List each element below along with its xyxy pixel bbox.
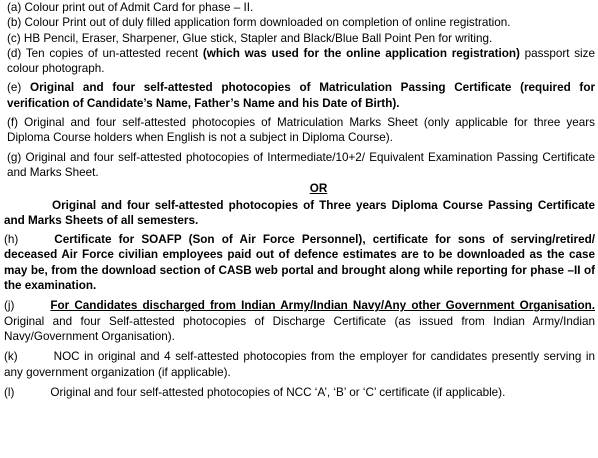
list-item-g-alternative: Original and four self-attested photocopies of Three years Diploma Course Passing Certificate and Marks Sheets of all semesters. xyxy=(4,198,595,227)
list-item-k xyxy=(4,349,595,380)
item-marker: (a) xyxy=(7,1,22,14)
item-marker: (e) xyxy=(7,81,22,95)
item-text: Colour Print out of duly filled application form downloaded on completion of online registration. xyxy=(24,16,511,30)
item-text-bold: Original and four self-attested photocopies of Matriculation Passing Certificate (required for verification of Candidate’s Name, Father’s Name and his Date of Birth). xyxy=(7,81,596,110)
list-item-d xyxy=(4,46,595,77)
item-text: Original and four Self-attested photocopies of Discharge Certificate (as issued from Indian Army/Indian Navy/Government Organisation). xyxy=(4,314,595,343)
item-marker: (j) xyxy=(4,299,15,313)
item-heading: For Candidates discharged from Indian Army/Indian Navy/Any other Government Organisation. xyxy=(50,299,595,313)
item-text-bold: Certificate for SOAFP (Son of Air Force Personnel), certificate for sons of serving/retired/ deceased Air Force civilian employees paid out of defence estimates are to be downloaded as the case may be, from the download section of CASB web portal and brought along while reporting for phase –II of the examination. xyxy=(4,233,595,293)
item-marker: (d) xyxy=(7,46,22,60)
item-text: Original and four self-attested photocopies of NCC ‘A’, ‘B’ or ‘C’ certificate (if applicable). xyxy=(50,385,506,399)
item-text: Original and four self-attested photocopies of Matriculation Marks Sheet (only applicable for three years Diploma Course holders when English is not a subject in Diploma Course). xyxy=(7,116,595,145)
list-item-j xyxy=(4,298,595,344)
list-item-f xyxy=(4,115,595,146)
item-text: Original and four self-attested photocopies of Intermediate/10+2/ Equivalent Examination Passing Certificate and Marks Sheet. xyxy=(7,150,596,179)
list-item-e xyxy=(4,80,595,111)
item-text: Ten copies of un-attested recent xyxy=(25,46,203,60)
item-marker: (k) xyxy=(4,350,18,364)
list-item-a xyxy=(4,0,595,15)
item-text: NOC in original and 4 self-attested photocopies from the employer for candidates presently serving in any government organization (if applicable). xyxy=(4,350,595,379)
list-item-g xyxy=(4,150,595,181)
item-marker: (c) xyxy=(7,31,21,45)
list-item-h xyxy=(4,232,595,293)
list-item-l xyxy=(4,385,595,400)
item-marker: (l) xyxy=(4,385,15,399)
item-marker: (h) xyxy=(4,233,19,247)
item-marker: (g) xyxy=(7,150,22,164)
item-text: passport size colour photograph. xyxy=(7,46,595,76)
item-text: HB Pencil, Eraser, Sharpener, Glue stick, Stapler and Black/Blue Ball Point Pen for writing. xyxy=(23,31,493,45)
item-text: Colour print out of Admit Card for phase – II. xyxy=(24,1,254,14)
item-marker: (f) xyxy=(7,116,19,130)
item-text-bold: (which was used for the online application registration) xyxy=(202,46,520,60)
item-marker: (b) xyxy=(7,16,22,30)
or-separator: OR xyxy=(309,182,328,196)
list-item-c xyxy=(4,31,595,46)
list-item-b xyxy=(4,15,595,30)
